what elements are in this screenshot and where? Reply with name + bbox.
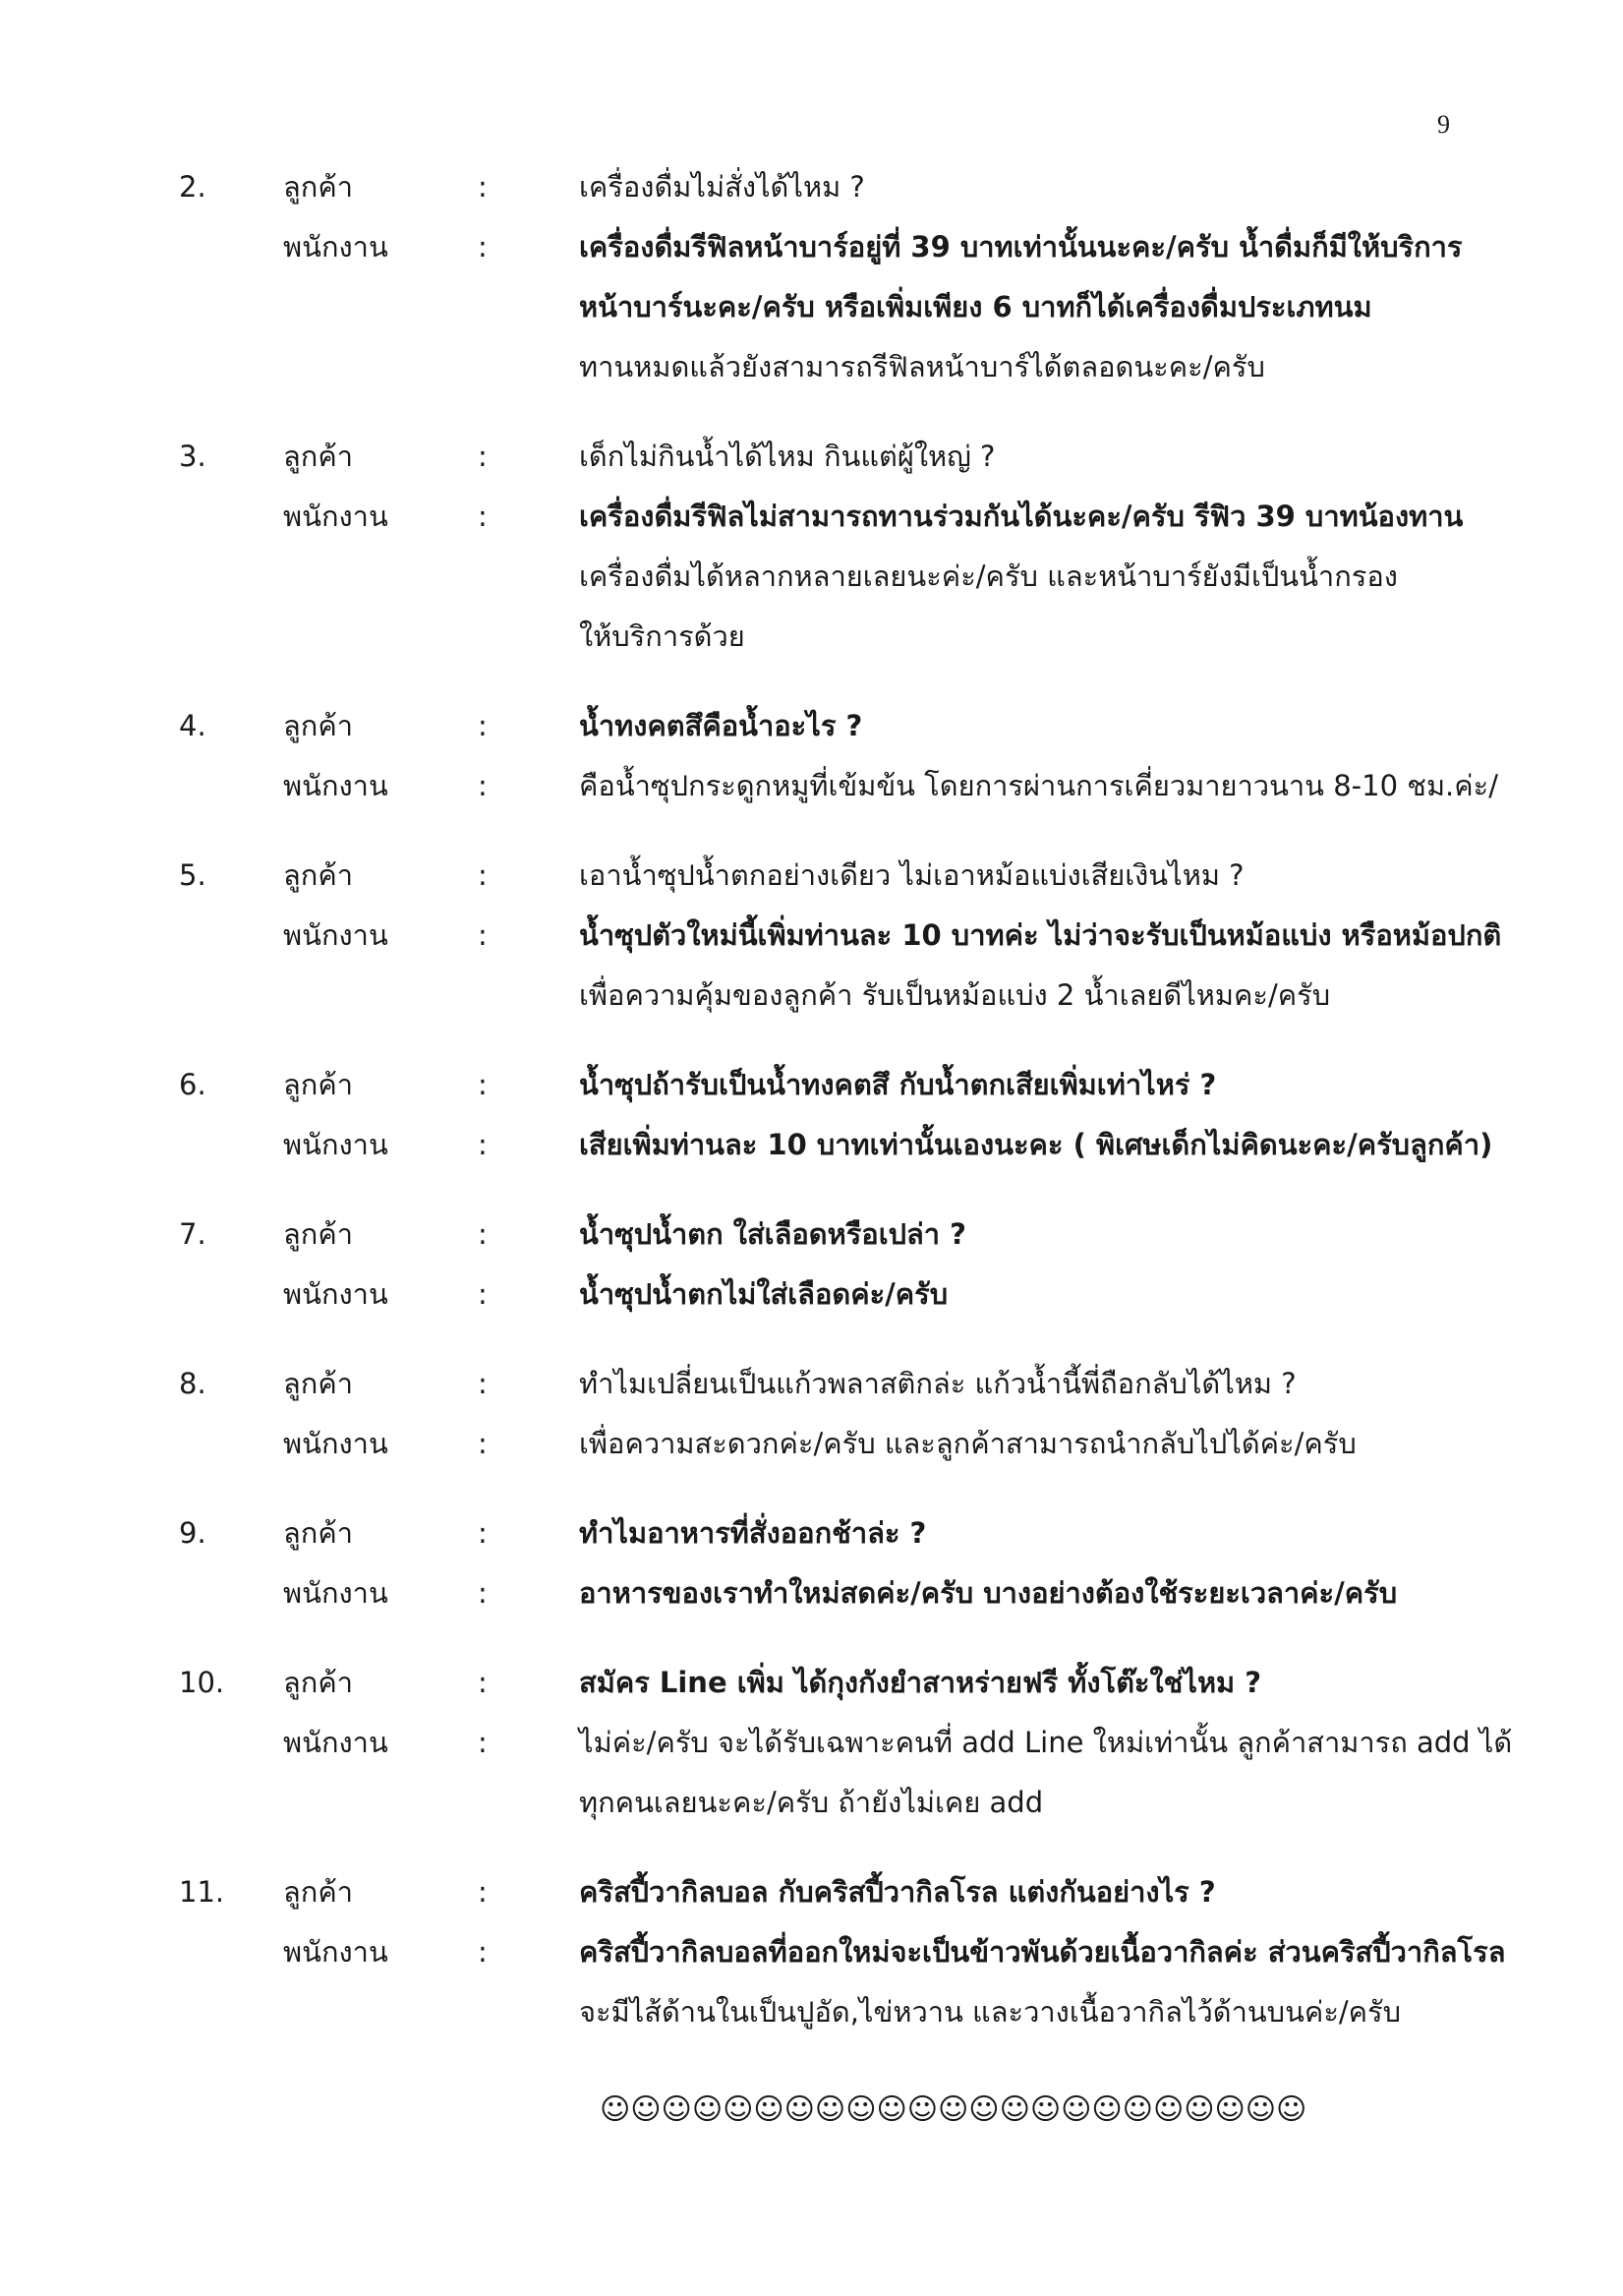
staff-label: พนักงาน (283, 230, 388, 264)
staff-label: พนักงาน (283, 1576, 388, 1610)
customer-label: ลูกค้า (283, 1516, 354, 1550)
faq-item (0, 846, 1623, 1026)
customer-label: ลูกค้า (283, 709, 354, 742)
answer-text: ไม่ค่ะ/ครับ จะได้รับเฉพาะคนที่ add Line ใหม่เท่านั้น ลูกค้าสามารถ add ได้ (579, 1726, 1513, 1759)
answer-text: เพื่อความคุ้มของลูกค้า รับเป็นหม้อแบ่ง 2 น้ำเลยดีไหมคะ/ครับ (579, 978, 1331, 1012)
answer-text: เครื่องดื่มรีฟิลหน้าบาร์อยู่ที่ 39 บาทเท่านั้นนะคะ/ครับ น้ำดื่มก็มีให้บริการ (579, 230, 1463, 264)
item-number: 9. (179, 1516, 206, 1550)
faq-list (0, 157, 1623, 2072)
question-line (0, 1055, 1623, 1115)
answer-text: เครื่องดื่มได้หลากหลายเลยนะค่ะ/ครับ และหน้าบาร์ยังมีเป็นน้ำกรอง (579, 559, 1398, 593)
customer-label: ลูกค้า (283, 440, 354, 473)
colon-separator: : (478, 170, 488, 204)
question-text: เด็กไม่กินน้ำได้ไหม กินแต่ผู้ใหญ่ ? (579, 440, 996, 473)
staff-label: พนักงาน (283, 1935, 388, 1969)
item-number: 7. (179, 1217, 206, 1251)
question-text: น้ำทงคตสึคือน้ำอะไร ? (579, 709, 863, 742)
question-line (0, 1503, 1623, 1563)
question-text: คริสปี้วากิลบอล กับคริสปี้วากิลโรล แต่งกันอย่างไร ? (579, 1875, 1216, 1909)
question-text: น้ำซุปถ้ารับเป็นน้ำทงคตสึ กับน้ำตกเสียเพิ่มเท่าไหร่ ? (579, 1068, 1217, 1101)
item-number: 3. (179, 440, 206, 473)
answer-line (0, 1982, 1623, 2042)
question-line (0, 1862, 1623, 1922)
faq-item (0, 1862, 1623, 2042)
answer-line (0, 1713, 1623, 1773)
answer-line (0, 1563, 1623, 1623)
staff-label: พนักงาน (283, 500, 388, 533)
answer-line (0, 547, 1623, 607)
colon-separator: : (478, 1068, 488, 1101)
colon-separator: : (478, 1427, 488, 1460)
answer-line (0, 966, 1623, 1026)
question-line (0, 1653, 1623, 1713)
staff-label: พนักงาน (283, 769, 388, 802)
footer-smileys: ☺☺☺☺☺☺☺☺☺☺☺☺☺☺☺☺☺☺☺☺☺☺☺ (600, 2092, 1307, 2127)
question-text: สมัคร Line เพิ่ม ได้กุงกังยำสาหร่ายฟรี ทั้งโต๊ะใช่ไหม ? (579, 1666, 1262, 1699)
answer-line (0, 1115, 1623, 1175)
answer-line (0, 756, 1623, 816)
answer-line (0, 277, 1623, 337)
colon-separator: : (478, 1367, 488, 1400)
colon-separator: : (478, 709, 488, 742)
question-line (0, 1354, 1623, 1414)
colon-separator: : (478, 769, 488, 802)
answer-text: ทานหมดแล้วยังสามารถรีฟิลหน้าบาร์ได้ตลอดนะคะ/ครับ (579, 350, 1265, 383)
staff-label: พนักงาน (283, 1277, 388, 1311)
customer-label: ลูกค้า (283, 1068, 354, 1101)
faq-item (0, 696, 1623, 816)
customer-label: ลูกค้า (283, 1217, 354, 1251)
item-number: 10. (179, 1666, 225, 1699)
staff-label: พนักงาน (283, 1128, 388, 1161)
colon-separator: : (478, 1516, 488, 1550)
customer-label: ลูกค้า (283, 1666, 354, 1699)
colon-separator: : (478, 918, 488, 952)
page-number: 9 (1437, 110, 1450, 139)
colon-separator: : (478, 500, 488, 533)
answer-text: เพื่อความสะดวกค่ะ/ครับ และลูกค้าสามารถนำกลับไปได้ค่ะ/ครับ (579, 1427, 1357, 1460)
answer-text: หน้าบาร์นะคะ/ครับ หรือเพิ่มเพียง 6 บาทก็ได้เครื่องดื่มประเภทนม (579, 290, 1372, 324)
answer-line (0, 337, 1623, 397)
answer-text: ให้บริการด้วย (579, 619, 745, 653)
answer-text: เครื่องดื่มรีฟิลไม่สามารถทานร่วมกันได้นะคะ/ครับ รีฟิว 39 บาทน้องทาน (579, 500, 1464, 533)
answer-line (0, 607, 1623, 667)
staff-label: พนักงาน (283, 1427, 388, 1460)
faq-item (0, 1205, 1623, 1325)
answer-text: น้ำซุปน้ำตกไม่ใส่เลือดค่ะ/ครับ (579, 1277, 949, 1311)
customer-label: ลูกค้า (283, 858, 354, 892)
question-text: ทำไมเปลี่ยนเป็นแก้วพลาสติกล่ะ แก้วน้ำนี้พี่ถือกลับได้ไหม ? (579, 1367, 1297, 1400)
customer-label: ลูกค้า (283, 170, 354, 204)
faq-item (0, 157, 1623, 397)
colon-separator: : (478, 1666, 488, 1699)
colon-separator: : (478, 1935, 488, 1969)
question-line (0, 846, 1623, 906)
answer-line (0, 487, 1623, 547)
question-text: เครื่องดื่มไม่สั่งได้ไหม ? (579, 170, 865, 204)
answer-text: จะมีไส้ด้านในเป็นปูอัด,ไข่หวาน และวางเนื้อวากิลไว้ด้านบนค่ะ/ครับ (579, 1995, 1402, 2029)
question-line (0, 1205, 1623, 1265)
answer-text: อาหารของเราทำใหม่สดค่ะ/ครับ บางอย่างต้องใช้ระยะเวลาค่ะ/ครับ (579, 1576, 1398, 1610)
answer-text: เสียเพิ่มท่านละ 10 บาทเท่านั้นเองนะคะ ( พิเศษเด็กไม่คิดนะคะ/ครับลูกค้า) (579, 1128, 1493, 1161)
item-number: 11. (179, 1875, 225, 1909)
colon-separator: : (478, 1875, 488, 1909)
answer-line (0, 217, 1623, 277)
colon-separator: : (478, 1576, 488, 1610)
answer-line (0, 1265, 1623, 1325)
answer-text: คือน้ำซุปกระดูกหมูที่เข้มข้น โดยการผ่านการเคี่ยวมายาวนาน 8-10 ชม.ค่ะ/ (579, 769, 1499, 802)
staff-label: พนักงาน (283, 1726, 388, 1759)
answer-line (0, 1922, 1623, 1982)
faq-item (0, 1055, 1623, 1175)
colon-separator: : (478, 440, 488, 473)
faq-item (0, 1653, 1623, 1833)
question-line (0, 696, 1623, 756)
question-text: น้ำซุปน้ำตก ใส่เลือดหรือเปล่า ? (579, 1217, 966, 1251)
faq-item (0, 427, 1623, 667)
answer-line (0, 1414, 1623, 1474)
colon-separator: : (478, 1726, 488, 1759)
colon-separator: : (478, 230, 488, 264)
question-text: ทำไมอาหารที่สั่งออกช้าล่ะ ? (579, 1516, 927, 1550)
answer-text: คริสปี้วากิลบอลที่ออกใหม่จะเป็นข้าวพันด้วยเนื้อวากิลค่ะ ส่วนคริสปี้วากิลโรล (579, 1935, 1506, 1969)
question-text: เอาน้ำซุปน้ำตกอย่างเดียว ไม่เอาหม้อแบ่งเสียเงินไหม ? (579, 858, 1245, 892)
answer-line (0, 906, 1623, 966)
colon-separator: : (478, 1277, 488, 1311)
item-number: 4. (179, 709, 206, 742)
answer-line (0, 1773, 1623, 1833)
answer-text: ทุกคนเลยนะคะ/ครับ ถ้ายังไม่เคย add (579, 1786, 1044, 1819)
colon-separator: : (478, 1217, 488, 1251)
item-number: 5. (179, 858, 206, 892)
faq-item (0, 1503, 1623, 1623)
customer-label: ลูกค้า (283, 1367, 354, 1400)
answer-text: น้ำซุปตัวใหม่นี้เพิ่มท่านละ 10 บาทค่ะ ไม่ว่าจะรับเป็นหม้อแบ่ง หรือหม้อปกติ (579, 918, 1502, 952)
question-line (0, 157, 1623, 217)
customer-label: ลูกค้า (283, 1875, 354, 1909)
question-line (0, 427, 1623, 487)
item-number: 2. (179, 170, 206, 204)
colon-separator: : (478, 1128, 488, 1161)
item-number: 6. (179, 1068, 206, 1101)
staff-label: พนักงาน (283, 918, 388, 952)
faq-item (0, 1354, 1623, 1474)
item-number: 8. (179, 1367, 206, 1400)
colon-separator: : (478, 858, 488, 892)
